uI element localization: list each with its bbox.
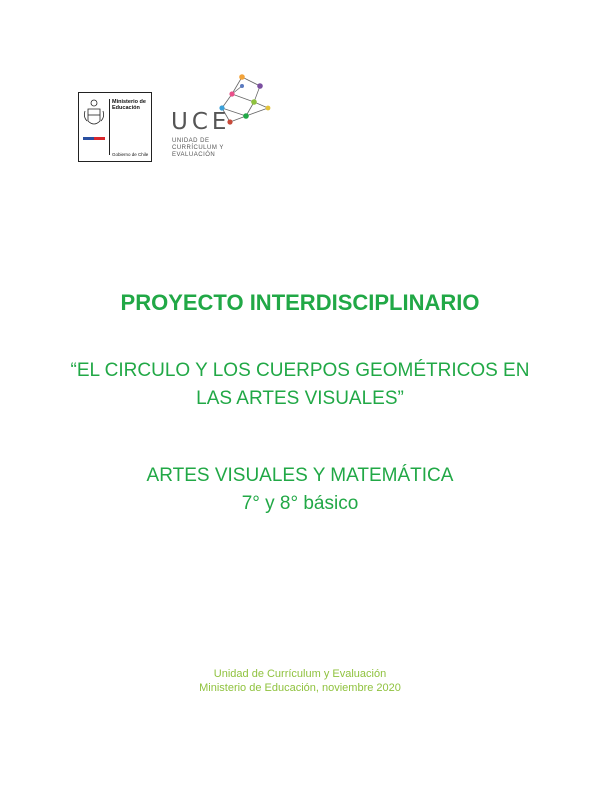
uce-acronym: UCE	[171, 109, 231, 135]
footer-line: Unidad de Currículum y Evaluación	[213, 668, 387, 680]
subject-heading	[0, 462, 600, 518]
subtitle-line: LAS ARTES VISUALES”	[196, 388, 404, 409]
footer-line: Ministerio de Educación, noviembre 2020	[199, 682, 401, 694]
uce-subtitle-line: CURRÍCULUM Y	[172, 145, 224, 151]
uce-subtitle-line: UNIDAD DE	[172, 138, 210, 144]
grade-line: 7° y 8° básico	[241, 493, 359, 514]
chile-shield-icon	[79, 93, 109, 161]
logo-divider	[109, 99, 110, 155]
subject-line: ARTES VISUALES Y MATEMÁTICA	[146, 465, 454, 486]
document-title: PROYECTO INTERDISCIPLINARIO	[120, 290, 480, 315]
ministry-name: Ministerio de Educación	[112, 99, 146, 111]
subtitle-line: “EL CIRCULO Y LOS CUERPOS GEOMÉTRICOS EN	[70, 360, 530, 381]
footer	[0, 667, 600, 695]
uce-subtitle	[172, 138, 224, 159]
ministry-logo	[78, 92, 152, 162]
document-subtitle	[0, 357, 600, 413]
government-name: Gobierno de Chile	[112, 152, 149, 157]
uce-subtitle-line: EVALUACIÓN	[172, 152, 216, 158]
